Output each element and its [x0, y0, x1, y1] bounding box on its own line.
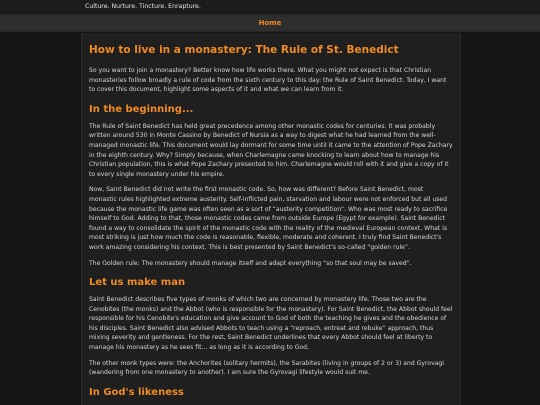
- main-nav: [0, 14, 540, 32]
- section-paragraph: The other monk types were: the Anchorites (solitary hermits), the Sarabites (living in groups of 2 or 3) and Gyrovagi (wandering from one monastery to another). I am sure the Gyrovagi lifestyle would suit me.: [89, 359, 444, 377]
- section-heading-gods-likeness: In God's likeness: [89, 386, 184, 398]
- nav-home-link[interactable]: Home: [258, 19, 282, 27]
- article-intro: So you want to join a monastery? Better know how life works there. What you might not expect is that Christian monasteries follow broadly a rule of code from the sixth century to this day: the Rule of Saint Benedict. Today, I want to cover this document, highlight some aspects of it and what we can learn from it.: [89, 67, 447, 94]
- article-page: [81, 33, 461, 405]
- section-paragraph: Saint Benedict describes five types of monks of which two are concerned by monastery life. Those two are the Cenobites (the monks) and the Abbot (who is responsible for the monastery). For Saint Benedict, the Abbot should feel responsible for his Cenobite's education and give account to God of both the teaching he gives and the obedience of his disciples. Saint Benedict also advised Abbots to teach using a “reproach, entreat and rebuke” approach, thus mixing severity and gentleness. For the rest, Saint Benedict underlines that every Abbot should feel at liberty to manage his monastery as he sees fit... as long as it is according to God.: [89, 296, 453, 352]
- top-bar: [0, 0, 540, 14]
- article-content: [82, 33, 460, 399]
- section-heading-beginning: In the beginning...: [89, 103, 194, 115]
- section-paragraph: The Rule of Saint Benedict has held great precedence among other monastic codes for centuries. It was probably written around 530 in Monte Cassino by Benedict of Nursia as a way to digest what he had learned from the well-managed monastic life. This document would lay dormant for some time until it came to the attention of Pope Zachary in the eighth century. Why? Simply because, when Charlemagne came knocking to learn about how to manage his Christian population, this is what Pope Zachary presented to him. Charlemagne would roll with it and give a copy of it to every single monastery under his empire.: [89, 122, 453, 178]
- section-paragraph: The Golden rule: The monastery should manage itself and adapt everything “so that soul may be saved”.: [89, 259, 412, 267]
- site-tagline: Culture. Nurture. Tincture. Enrapture.: [85, 3, 201, 10]
- section-heading-let-us-make-man: Let us make man: [89, 277, 186, 289]
- article-title: How to live in a monastery: The Rule of St. Benedict: [89, 44, 399, 56]
- section-paragraph: Now, Saint Benedict did not write the first monastic code. So, how was different? Before Saint Benedict, most monastic rules highlighted extreme austerity. Self-inflicted pain, starvation and labour were not enforced but all used because the monastic life game was often seen as a sort of “austerity competition”. Who was most ready to sacrifice himself to God. Adding to that, those monastic codes came from outside Europe (Egypt for example). Saint Benedict found a way to consolidate the spirit of the monastic code with the reality of the medieval European context. What is most striking is just how much the code is reasonable, flexible, moderate and coherent. I truly find Saint Benedict's work amazing considering his context. This is best presented by Saint Benedict's so-called “golden rule”.: [89, 186, 448, 251]
